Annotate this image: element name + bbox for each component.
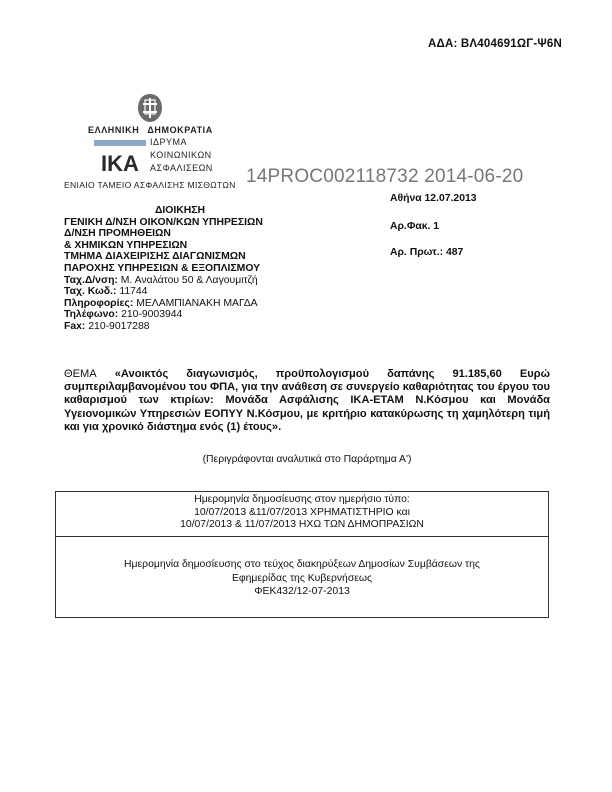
gazette-publication-cell bbox=[56, 558, 548, 599]
division-line: ΠΑΡΟΧΗΣ ΥΠΗΡΕΣΙΩΝ & ΕΞΟΠΛΙΣΜΟΥ bbox=[64, 262, 261, 274]
subject-paragraph bbox=[64, 368, 550, 434]
file-number: Αρ.Φακ. 1 bbox=[390, 221, 440, 232]
gazette-line: Ημερομηνία δημοσίευσης στο τεύχος διακηρύξεων Δημοσίων Συμβάσεων της bbox=[124, 559, 480, 570]
fax-value: 210-9017288 bbox=[88, 320, 150, 332]
administration-title: ΔΙΟΙΚΗΣΗ bbox=[154, 205, 206, 216]
division-line: Δ/ΝΣΗ ΠΡΟΜΗΘΕΙΩΝ bbox=[64, 228, 171, 240]
press-publication-cell bbox=[56, 492, 548, 537]
header-left bbox=[64, 205, 296, 333]
logo-line-asfaliseon: ΑΣΦΑΛΙΣΕΩΝ bbox=[150, 163, 213, 173]
postal-value: 11744 bbox=[119, 286, 148, 298]
press-line: 10/07/2013 & 11/07/2013 ΗΧΩ ΤΩΝ ΔΗΜΟΠΡΑΣΙΩΝ bbox=[180, 519, 424, 531]
gazette-line: ΦΕΚ432/12-07-2013 bbox=[254, 586, 350, 597]
postal-label: Ταχ. Κωδ.: bbox=[64, 286, 117, 298]
annex-note: (Περιγράφονται αναλυτικά στο Παράρτημα Α') bbox=[202, 454, 412, 465]
address-value: Μ. Αναλάτου 50 & Λαγουμιτζή bbox=[120, 274, 258, 286]
logo-institution-lines bbox=[150, 136, 213, 175]
press-line: Ημερομηνία δημοσίευσης στον ημερήσιο τύπο: bbox=[194, 494, 410, 505]
subject-label: ΘΕΜΑ bbox=[64, 368, 97, 380]
division-line: ΓΕΝΙΚΗ Δ/ΝΣΗ ΟΙΚΟΝ/ΚΩΝ ΥΠΗΡΕΣΙΩΝ bbox=[64, 216, 263, 228]
ada-code: ΑΔΑ: ΒΛ404691ΩΓ-Ψ6Ν bbox=[428, 38, 563, 50]
phone-value: 210-9003944 bbox=[121, 309, 183, 321]
division-line: ΤΜΗΜΑ ΔΙΑΧΕΙΡΙΣΗΣ ΔΙΑΓΩΝΙΣΜΩΝ bbox=[64, 251, 246, 263]
subject-text: «Ανοικτός διαγωνισμός, προϋπολογισμού δαπάνης 91.185,60 Ευρώ συμπεριλαμβανομένου του ΦΠΑ, για την ανάθεση σε συνεργείο καθαριότητας του έργου του καθαρισμού των κτιρίων: Μονάδα Ασφάλισης ΙΚΑ-ΕΤΑΜ Ν.Κόσμου και Μονάδα Υγειονομικών Υπηρεσιών ΕΟΠΥΥ Ν.Κόσμου, με κριτήριο κατακύρωσης τη χαμηλότερη τιμή και για χρονικό διάστημα ενός (1) έτους». bbox=[64, 368, 550, 433]
postal-row bbox=[64, 286, 296, 298]
logo-republic-line bbox=[88, 125, 213, 135]
fax-row bbox=[64, 321, 296, 333]
logo-word-hellenic: ΕΛΛΗΝΙΚΗ bbox=[88, 125, 140, 135]
fax-label: Fax: bbox=[64, 320, 86, 332]
ika-logo bbox=[94, 140, 146, 178]
document-id: 14PROC002118732 2014-06-20 bbox=[246, 166, 524, 187]
protocol-number: Αρ. Πρωτ.: 487 bbox=[390, 247, 464, 258]
ika-logo-text: ΙΚΑ bbox=[101, 151, 139, 176]
phone-label: Τηλέφωνο: bbox=[64, 309, 119, 321]
press-line: 10/07/2013 &11/07/2013 ΧΡΗΜΑΤΙΣΤΗΡΙΟ και bbox=[194, 506, 410, 518]
division-line: & ΧΗΜΙΚΩΝ ΥΠΗΡΕΣΙΩΝ bbox=[64, 239, 188, 251]
logo-line-koinonikon: ΚΟΙΝΩΝΙΚΩΝ bbox=[150, 150, 212, 160]
greek-emblem-icon bbox=[134, 92, 166, 124]
info-label: Πληροφορίες: bbox=[64, 297, 134, 309]
publication-box bbox=[55, 491, 549, 618]
info-row bbox=[64, 298, 296, 310]
address-row bbox=[64, 275, 296, 287]
gazette-line: Εφημερίδας της Κυβερνήσεως bbox=[231, 572, 373, 584]
logo-fund-name: ΕΝΙΑΙΟ ΤΑΜΕΙΟ ΑΣΦΑΛΙΣΗΣ ΜΙΣΘΩΤΩΝ bbox=[64, 180, 236, 190]
address-label: Ταχ.Δ/νση: bbox=[64, 274, 118, 286]
info-value: ΜΕΛΑΜΠΙΑΝΑΚΗ ΜΑΓΔΑ bbox=[136, 297, 258, 309]
logo-line-idryma: ΙΔΡΥΜΑ bbox=[150, 137, 188, 147]
logo-word-republic: ΔΗΜΟΚΡΑΤΙΑ bbox=[147, 125, 213, 135]
phone-row bbox=[64, 309, 296, 321]
document-date: Αθήνα 12.07.2013 bbox=[390, 193, 477, 204]
